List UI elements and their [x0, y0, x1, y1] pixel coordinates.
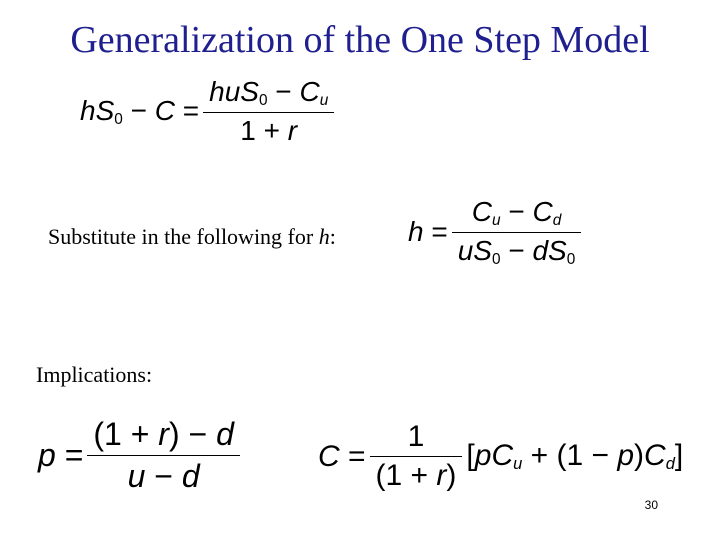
equation-option-price: C = $\frac{1}{(1 + r)}$ $[pC_u + (1 - p)C_d]$: [318, 420, 684, 492]
page-number: 30: [644, 498, 658, 512]
equation-hedge-value: $hS_0 - C$ = $\frac{huS_0 - C_u}{1 + r}$: [80, 76, 338, 147]
substitute-label: Substitute in the following for h:: [48, 224, 336, 249]
equation-risk-neutral-probability: p = $\frac{(1 + r) - d}{u - d}$: [38, 416, 244, 495]
implications-label: Implications:: [36, 362, 153, 387]
equation-hedge-ratio: h = $\frac{C_u - C_d}{uS_0 - dS_0}$: [408, 196, 585, 269]
slide-title: Generalization of the One Step Model: [70, 19, 650, 61]
